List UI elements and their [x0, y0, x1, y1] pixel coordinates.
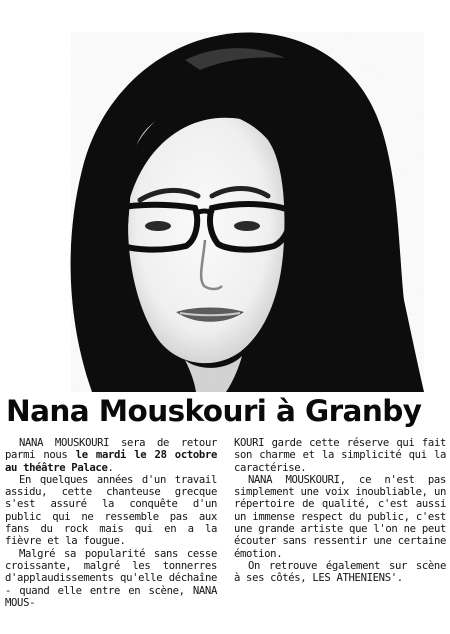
paragraph-reserve: KOURI garde cette réserve qui fait son charme et la simplicité qui la caractérise. — [234, 437, 446, 474]
article-column-right — [234, 437, 446, 585]
paragraph-career: En quelques années d'un travail assidu, cette chanteuse grecque s'est assuré la conquête d'un public qui ne ressemble pas aux fans du rock mais qui en a la fièvre et la fougue. — [5, 473, 217, 548]
paragraph-atheniens: On retrouve également sur scène à ses côtés, LES ATHENIENS'. — [234, 559, 446, 585]
intro-text: NANA MOUSKOURI sera de retour parmi nous — [5, 437, 217, 462]
paragraph-artist: NANA MOUSKOURI, ce n'est pas simplement une voix inoubliable, un répertoire de qualité, c'est aussi un immense respect du public, c'est une grande artiste que l'on ne peut écouter sans ressentir une certaine émotion. — [234, 473, 446, 560]
headline: Nana Mouskouri à Granby — [6, 394, 422, 428]
intro-period: . — [107, 461, 114, 474]
paragraph-popularity: Malgré sa popularité sans cesse croissante, malgré les tonnerres d'applaudissements qu'elle déchaîne - quand elle entre en scène, NANA MOUS- — [5, 547, 217, 609]
intro-date-venue: le mardi le 28 octobre au théâtre Palace — [5, 449, 217, 474]
article-column-left — [5, 437, 217, 609]
paragraph-intro — [5, 437, 217, 474]
